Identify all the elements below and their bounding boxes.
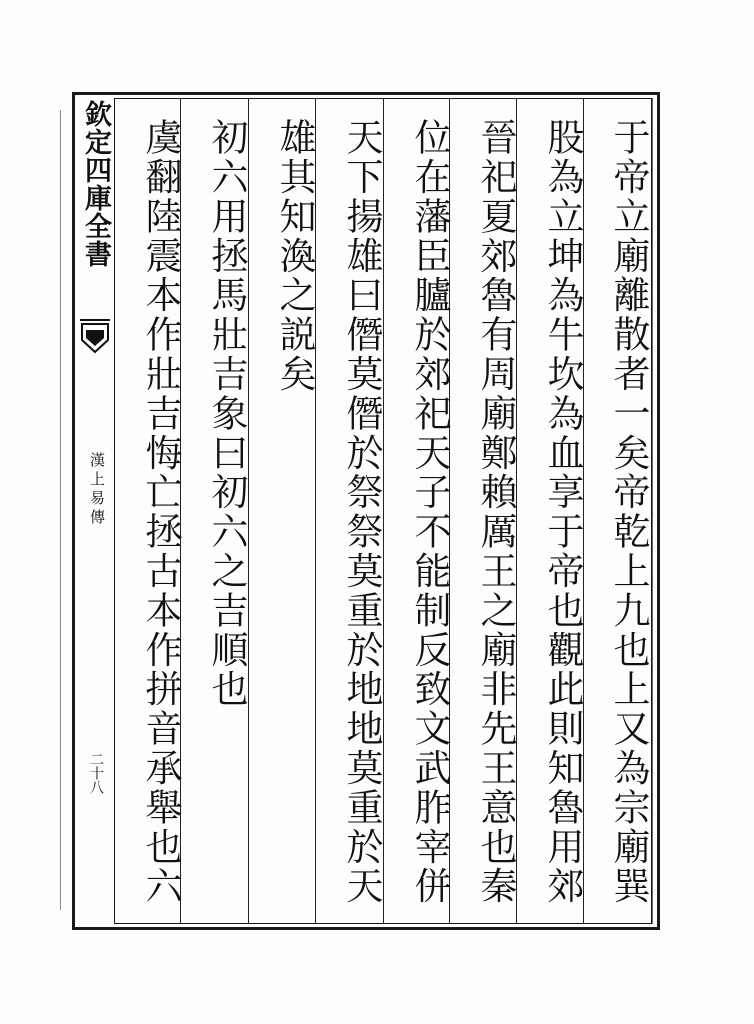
- text-column-6: 雄其知渙之説矣: [273, 118, 316, 394]
- text-column-5: 天下揚雄曰僭莫僭於祭祭莫重於地地莫重於天: [340, 118, 383, 906]
- text-column-3: 晉祀夏郊魯有周廟鄭賴厲王之廟非先王意也秦: [474, 118, 517, 906]
- text-column-2: 股為立坤為牛坎為血享于帝也觀此則知魯用郊: [541, 118, 584, 906]
- margin-title: 欽定四庫全書: [80, 100, 111, 268]
- page-edge-left: [60, 110, 61, 910]
- text-column-4: 位在藩臣臚於郊祀天子不能制反致文武胙宰併: [408, 118, 451, 906]
- margin-book-title: 漢上易傳: [88, 452, 106, 528]
- page-edge-right: [652, 98, 659, 924]
- fishtail-mark-icon: [78, 318, 112, 370]
- text-column-1: 于帝立廟離散者一矣帝乾上九也上又為宗廟巽: [607, 118, 650, 906]
- column-rule: [248, 98, 249, 924]
- text-column-7: 初六用拯馬壯吉象曰初六之吉順也: [205, 118, 248, 709]
- text-column-8: 虞翻陸震本作壯吉悔亡拯古本作拼音承舉也六: [139, 118, 182, 906]
- margin-page-number: 二十八: [88, 752, 104, 794]
- column-rule: [383, 98, 384, 924]
